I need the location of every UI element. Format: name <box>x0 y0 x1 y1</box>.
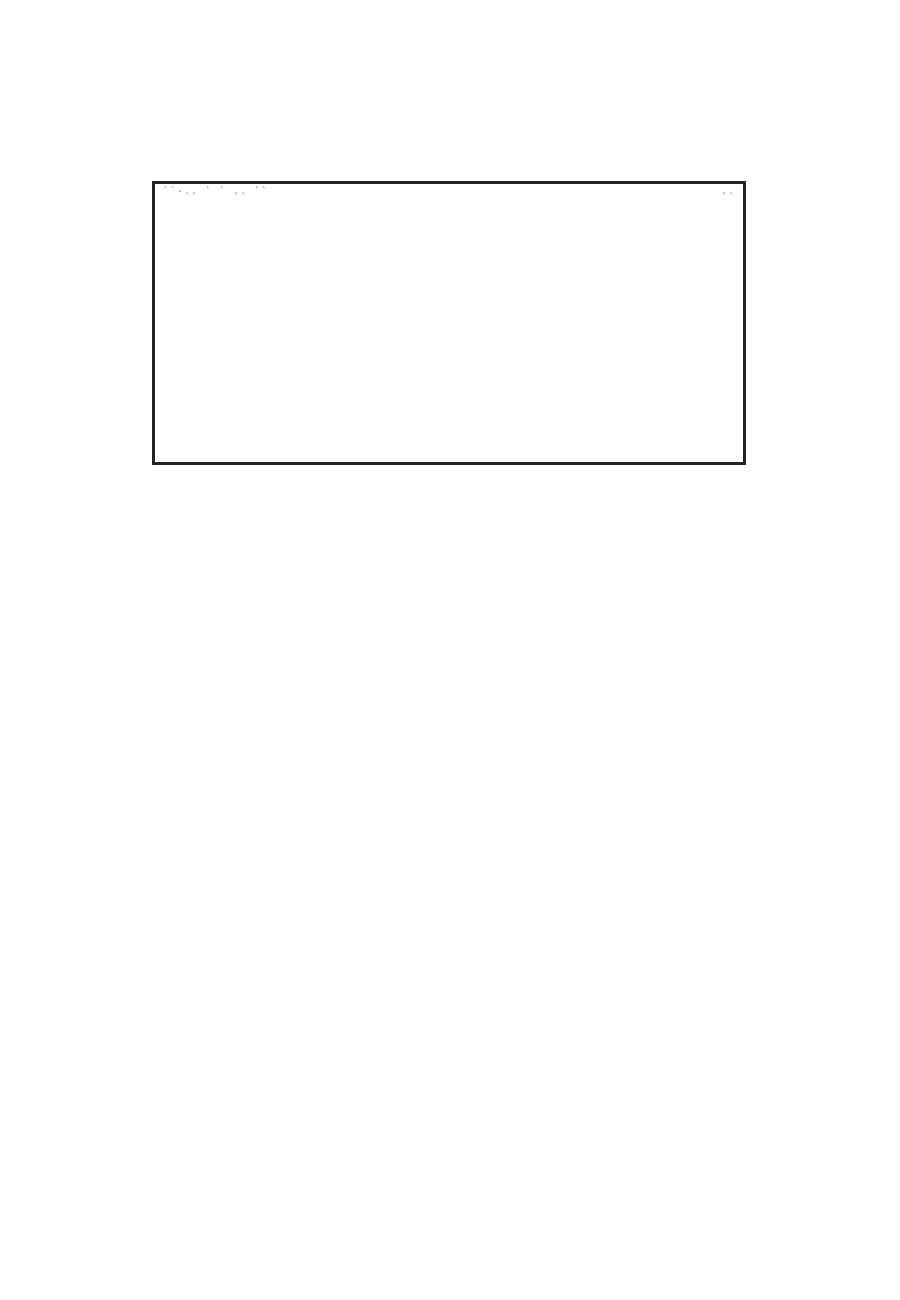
decorative-dots: ``-.. ` ` .. `` <box>163 186 269 197</box>
example-box <box>152 181 746 465</box>
decorative-dots: .. <box>720 186 735 197</box>
